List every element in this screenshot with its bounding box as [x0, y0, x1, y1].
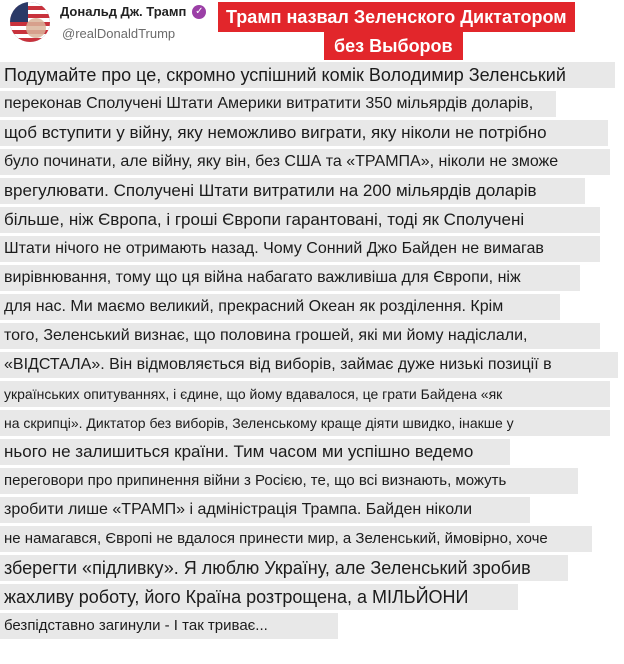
us-flag-avatar-icon[interactable]: [10, 2, 50, 42]
post-body: [0, 62, 624, 642]
post-text-line: на скрипці». Диктатор без виборів, Зеленському краще діяти швидко, інакше у: [0, 410, 610, 436]
author-name[interactable]: Дональд Дж. Трамп: [60, 4, 187, 19]
headline-banner: [206, 0, 624, 60]
post-text-line: вирівнювання, тому що ця війна набагато важливіша для Європи, ніж: [0, 265, 580, 291]
post-text-line: переконав Сполучені Штати Америки витратити 350 мільярдів доларів,: [0, 91, 556, 117]
post-text-line: того, Зеленський визнає, що половина грошей, які ми йому надіслали,: [0, 323, 600, 349]
post-text-line: нього не залишиться країни. Тим часом ми успішно ведемо: [0, 439, 510, 465]
post-text-line: «ВІДСТАЛА». Він відмовляється від виборів, займає дуже низькі позиції в: [0, 352, 618, 378]
post-text-line: жахливу роботу, його Країна розтрощена, а МІЛЬЙОНИ: [0, 584, 518, 610]
verified-badge-icon: ✓: [192, 5, 206, 19]
post-text-line: не намагався, Європі не вдалося принести мир, а Зеленський, ймовірно, хоче: [0, 526, 592, 552]
post-text-line: безпідставно загинули - І так триває...: [0, 613, 338, 639]
author-handle[interactable]: @realDonaldTrump: [62, 26, 176, 41]
headline-line-1: Трамп назвал Зеленского Диктатором: [218, 2, 575, 32]
headline-line-2: без Выборов: [324, 32, 463, 60]
post-text-line: переговори про припинення війни з Росією, те, що всі визнають, можуть: [0, 468, 578, 494]
post-text-line: українських опитуваннях, і єдине, що йому вдавалося, це грати Байдена «як: [0, 381, 610, 407]
post-text-line: Подумайте про це, скромно успішний комік Володимир Зеленський: [0, 62, 615, 88]
post-text-line: було починати, але війну, яку він, без США та «ТРАМПА», ніколи не зможе: [0, 149, 610, 175]
post-text-line: більше, ніж Європа, і гроші Європи гарантовані, тоді як Сполучені: [0, 207, 600, 233]
post-text-line: щоб вступити у війну, яку неможливо виграти, яку ніколи не потрібно: [0, 120, 608, 146]
post-text-line: Штати нічого не отримають назад. Чому Сонний Джо Байден не вимагав: [0, 236, 600, 262]
post-text-line: врегулювати. Сполучені Штати витратили на 200 мільярдів доларів: [0, 178, 585, 204]
post-text-line: зробити лише «ТРАМП» і адміністрація Трампа. Байден ніколи: [0, 497, 530, 523]
post-text-line: для нас. Ми маємо великий, прекрасний Океан як розділення. Крім: [0, 294, 560, 320]
post-text-line: зберегти «підливку». Я люблю Україну, але Зеленський зробив: [0, 555, 568, 581]
